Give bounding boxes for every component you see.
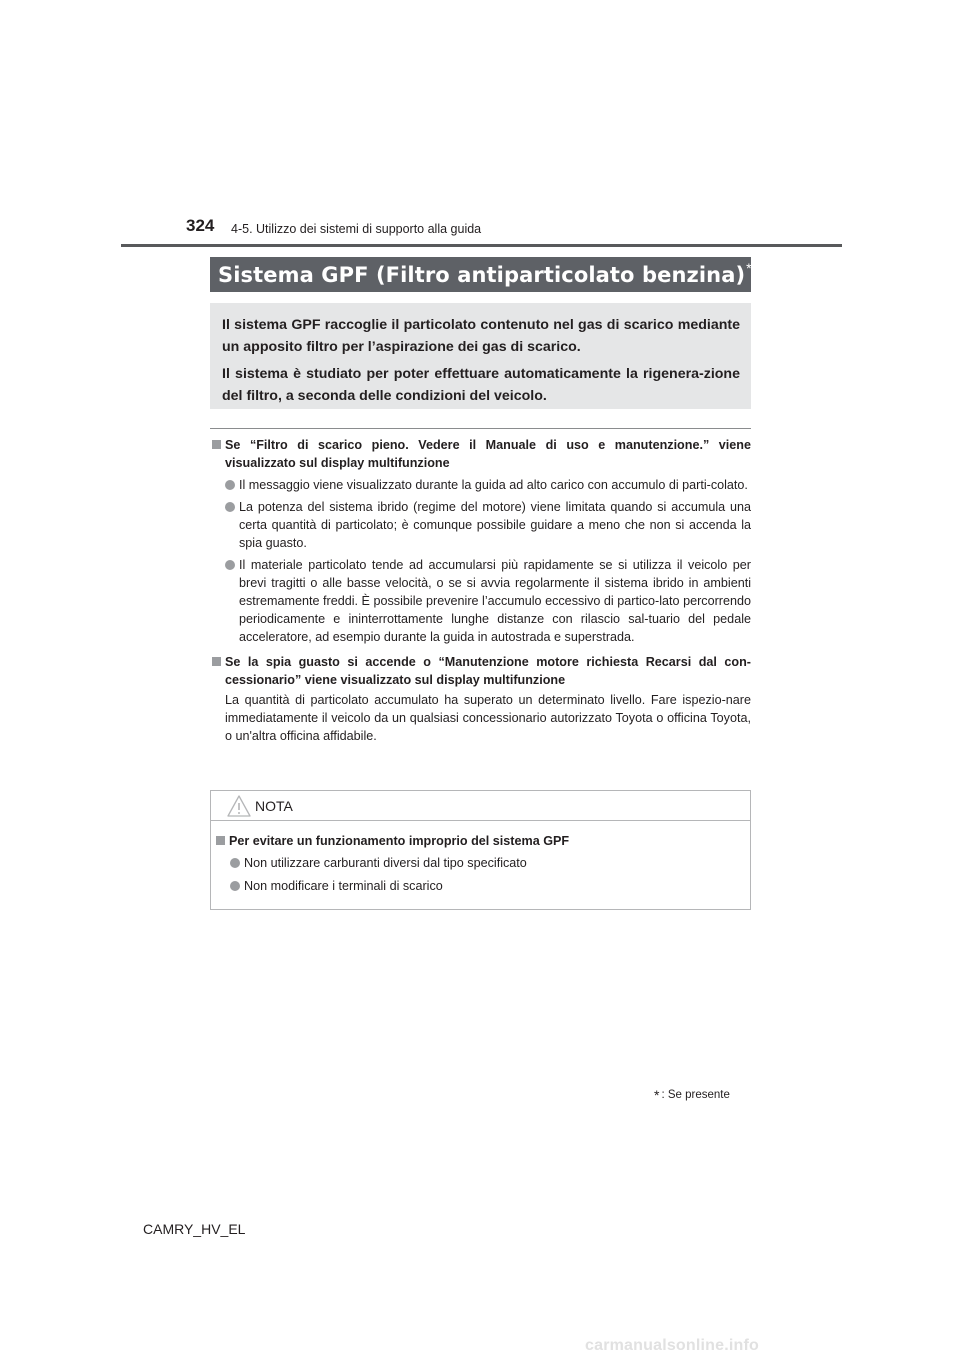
note-header xyxy=(211,791,750,821)
content xyxy=(210,436,751,745)
square-bullet-icon xyxy=(212,440,221,449)
circle-bullet-icon xyxy=(225,480,235,490)
square-bullet-icon xyxy=(212,657,221,666)
note-title: NOTA xyxy=(255,798,293,814)
section-title-bar xyxy=(210,257,751,292)
divider xyxy=(210,428,751,429)
circle-bullet-icon xyxy=(230,881,240,891)
footnote xyxy=(654,1087,730,1103)
intro-box xyxy=(210,303,751,409)
circle-bullet-icon xyxy=(230,858,240,868)
circle-bullet-icon xyxy=(225,560,235,570)
optional-star-icon: * xyxy=(654,1087,660,1103)
list-item: Il messaggio viene visualizzato durante la guida ad alto carico con accumulo di parti-colato. xyxy=(210,476,751,494)
header-rule xyxy=(121,244,842,247)
note-box xyxy=(210,790,751,910)
circle-bullet-icon xyxy=(225,502,235,512)
list-item: Non modificare i terminali di scarico xyxy=(211,876,750,896)
intro-paragraph-2: Il sistema è studiato per poter effettuare automaticamente la rigenera-zione del filtro, a seconda delle condizioni del veicolo. xyxy=(222,366,740,404)
warning-triangle-icon xyxy=(227,795,251,817)
note-body xyxy=(211,821,750,896)
intro-paragraph-1: Il sistema GPF raccoglie il particolato contenuto nel gas di scarico mediante un apposito filtro per l’aspirazione dei gas di scarico. xyxy=(222,317,740,355)
list-item: Non utilizzare carburanti diversi dal tipo specificato xyxy=(211,853,750,873)
section-title: Sistema GPF (Filtro antiparticolato benzina) xyxy=(218,262,746,287)
watermark: carmanualsonline.info xyxy=(585,1337,760,1354)
optional-star-icon: * xyxy=(746,260,752,276)
note-heading: Per evitare un funzionamento improprio del sistema GPF xyxy=(211,832,750,850)
section-2-text: La quantità di particolato accumulato ha superato un determinato livello. Fare ispezio-nare immediatamente il veicolo da un qualsiasi concessionario autorizzato Toyota o officina Toyota, o un'altra officina affidabile. xyxy=(225,693,751,743)
section-heading-2: Se la spia guasto si accende o “Manutenzione motore richiesta Recarsi dal con-cessionario” viene visualizzato sul display multifunzione xyxy=(210,653,751,689)
page-number: 324 xyxy=(186,216,215,235)
square-bullet-icon xyxy=(216,836,225,845)
document-code: CAMRY_HV_EL xyxy=(143,1221,246,1237)
list-item: La potenza del sistema ibrido (regime del motore) viene limitata quando si accumula una certa quantità di particolato; è comunque possibile guidare a meno che non si accenda la spia guasto. xyxy=(210,498,751,552)
section-heading-1: Se “Filtro di scarico pieno. Vedere il Manuale di uso e manutenzione.” viene visualizzato sul display multifunzione xyxy=(210,436,751,472)
list-item: Il materiale particolato tende ad accumularsi più rapidamente se si utilizza il veicolo per brevi tragitti o alle basse velocità, o se si avvia regolarmente il sistema ibrido in ambienti estremamente freddi. È possibile prevenire l’accumulo eccessivo di partico-lato percorrendo periodicamente e ininterrottamente lunghe distanze con rilascio sal-tuario del pedale acceleratore, ad esempio durante la guida in autostrada e superstrada. xyxy=(210,556,751,646)
chapter-title: 4-5. Utilizzo dei sistemi di supporto alla guida xyxy=(231,222,482,236)
footnote-text: : Se presente xyxy=(661,1089,730,1101)
